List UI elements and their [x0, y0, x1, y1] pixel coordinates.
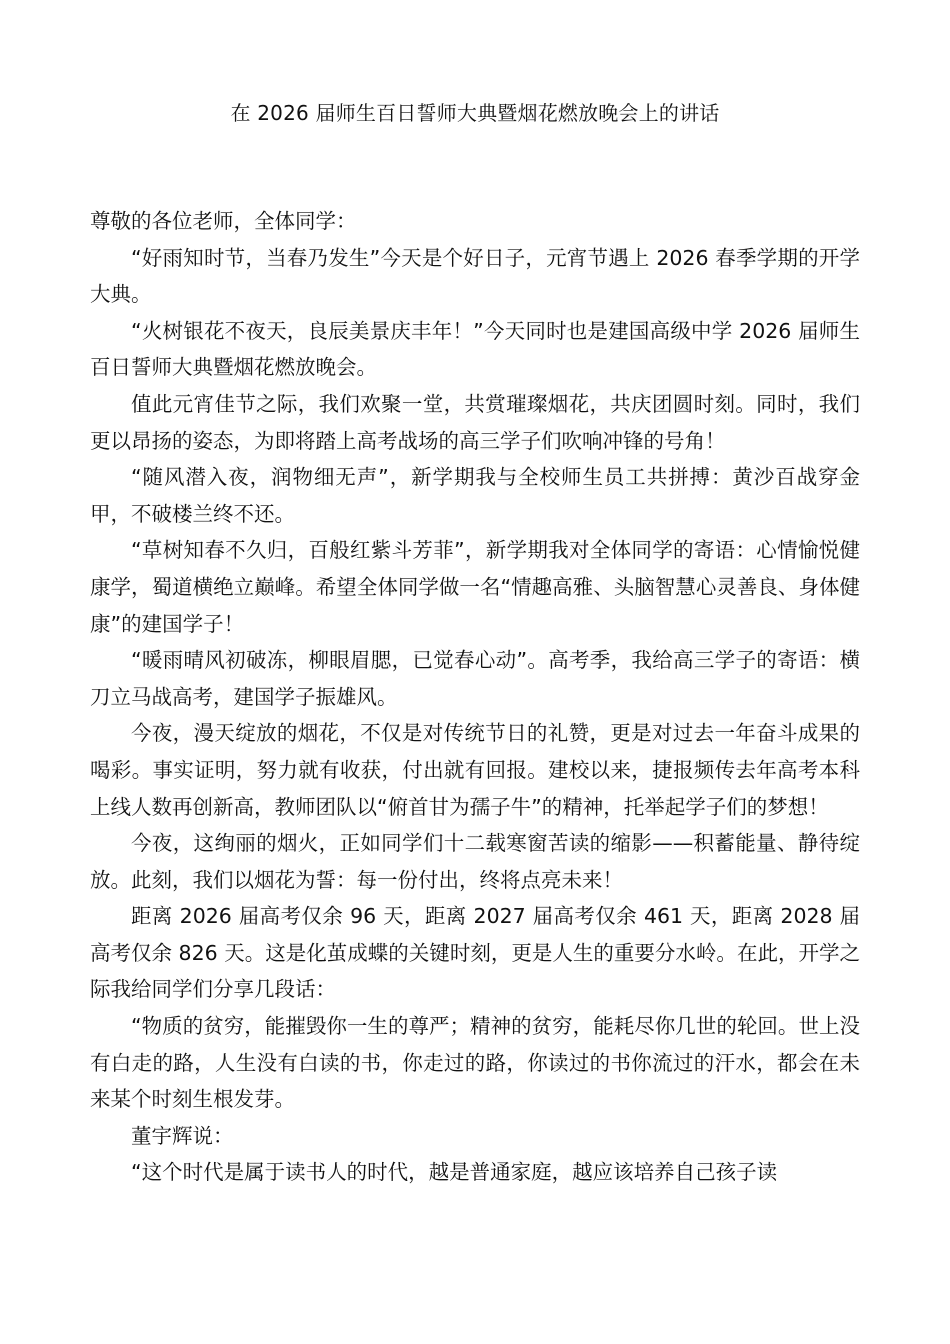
paragraph-2: “火树银花不夜天，良辰美景庆丰年！”今天同时也是建国高级中学 2026 届师生百日誓师大典暨烟花燃放晚会。	[90, 318, 860, 380]
paragraph-8: 今夜，这绚丽的烟火，正如同学们十二载寒窗苦读的缩影——积蓄能量、静待绽放。此刻，我们以烟花为誓：每一份付出，终将点亮未来！	[90, 831, 860, 892]
paragraph-12: “这个时代是属于读书人的时代，越是普通家庭，越应该培养自己孩子读	[131, 1160, 778, 1185]
paragraph-9: 距离 2026 届高考仅余 96 天，距离 2027 届高考仅余 461 天，距离 2028 届高考仅余 826 天。这是化茧成蝶的关键时刻，更是人生的重要分水岭。在此，开学之际我给同学们分享几段话：	[90, 904, 860, 1002]
greeting: 尊敬的各位老师，全体同学：	[90, 209, 357, 233]
document-body	[90, 203, 860, 1191]
paragraph-6: “暖雨晴风初破冻，柳眼眉腮，已觉春心动”。高考季，我给高三学子的寄语：横刀立马战高考，建国学子振雄风。	[90, 648, 860, 709]
paragraph-4: “随风潜入夜，润物细无声”，新学期我与全校师生员工共拼搏：黄沙百战穿金甲，不破楼兰终不还。	[90, 465, 860, 526]
paragraph-1: “好雨知时节，当春乃发生”今天是个好日子，元宵节遇上 2026 春季学期的开学大典。	[90, 245, 860, 307]
paragraph-7: 今夜，漫天绽放的烟花，不仅是对传统节日的礼赞，更是对过去一年奋斗成果的喝彩。事实证明，努力就有收获，付出就有回报。建校以来，捷报频传去年高考本科上线人数再创新高，教师团队以“俯首甘为孺子牛”的精神，托举起学子们的梦想！	[90, 721, 860, 819]
document-title: 在 2026 届师生百日誓师大典暨烟花燃放晚会上的讲话	[230, 101, 720, 125]
paragraph-5: “草树知春不久归，百般红紫斗芳菲”，新学期我对全体同学的寄语：心情愉悦健康学，蜀道横绝立巅峰。希望全体同学做一名“情趣高雅、头脑智慧心灵善良、身体健康”的建国学子！	[90, 538, 860, 636]
paragraph-3: 值此元宵佳节之际，我们欢聚一堂，共赏璀璨烟花，共庆团圆时刻。同时，我们更以昂扬的姿态，为即将踏上高考战场的高三学子们吹响冲锋的号角！	[90, 391, 860, 453]
paragraph-11: 董宇辉说：	[131, 1123, 234, 1148]
paragraph-10: “物质的贫穷，能摧毁你一生的尊严；精神的贫穷，能耗尽你几世的轮回。世上没有白走的路，人生没有白读的书，你走过的路，你读过的书你流过的汗水，都会在未来某个时刻生根发芽。	[90, 1014, 860, 1112]
